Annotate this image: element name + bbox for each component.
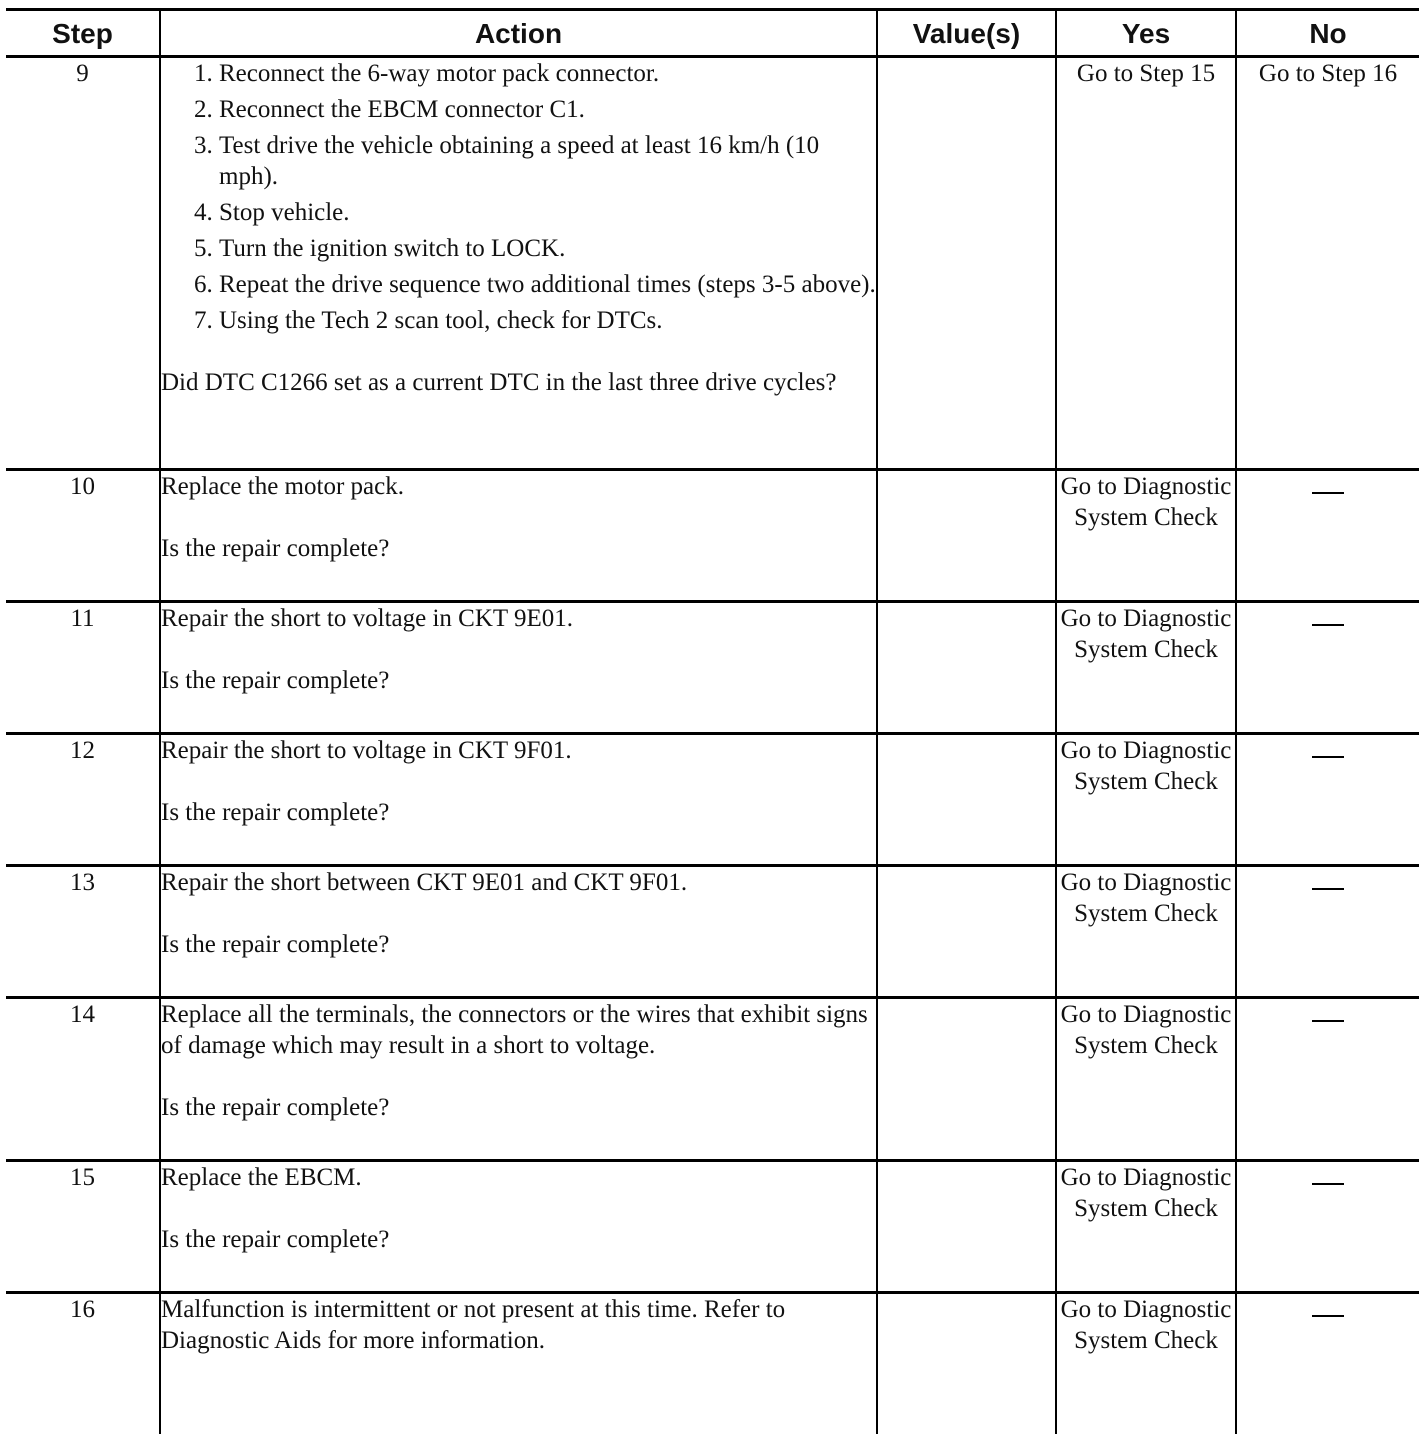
step-number: 13	[6, 866, 160, 998]
not-applicable-dash	[1312, 624, 1344, 626]
yes-cell: Go to Diagnostic System Check	[1056, 998, 1236, 1161]
step-number: 9	[6, 57, 160, 470]
step-number: 10	[6, 470, 160, 602]
action-question: Is the repair complete?	[161, 1224, 876, 1255]
not-applicable-dash	[1312, 492, 1344, 494]
value-cell	[877, 1161, 1056, 1293]
value-cell	[877, 866, 1056, 998]
no-cell	[1236, 998, 1419, 1161]
no-cell	[1236, 1161, 1419, 1293]
value-cell	[877, 734, 1056, 866]
value-cell	[877, 998, 1056, 1161]
action-question: Is the repair complete?	[161, 797, 876, 828]
action-cell	[160, 866, 877, 998]
not-applicable-dash	[1312, 1020, 1344, 1022]
action-text: Repair the short between CKT 9E01 and CKT 9F01.	[161, 867, 876, 898]
yes-cell: Go to Diagnostic System Check	[1056, 1293, 1236, 1434]
action-cell	[160, 602, 877, 734]
action-text: Replace the EBCM.	[161, 1162, 876, 1193]
action-cell	[160, 1161, 877, 1293]
diagnostic-table	[6, 8, 1419, 1434]
no-cell	[1236, 866, 1419, 998]
not-applicable-dash	[1312, 888, 1344, 890]
substep: 4. Stop vehicle.	[219, 197, 876, 228]
action-question: Did DTC C1266 set as a current DTC in the last three drive cycles?	[161, 367, 876, 398]
substep: 3. Test drive the vehicle obtaining a speed at least 16 km/h (10 mph).	[219, 130, 876, 192]
no-cell	[1236, 734, 1419, 866]
yes-cell: Go to Diagnostic System Check	[1056, 734, 1236, 866]
table-row	[6, 57, 1419, 470]
yes-cell: Go to Diagnostic System Check	[1056, 1161, 1236, 1293]
value-cell	[877, 1293, 1056, 1434]
not-applicable-dash	[1312, 1315, 1344, 1317]
substep: 1. Reconnect the 6-way motor pack connector.	[219, 58, 876, 89]
step-number: 16	[6, 1293, 160, 1434]
header-value: Value(s)	[877, 10, 1056, 57]
no-cell	[1236, 1293, 1419, 1434]
not-applicable-dash	[1312, 1183, 1344, 1185]
yes-cell: Go to Diagnostic System Check	[1056, 602, 1236, 734]
step-number: 14	[6, 998, 160, 1161]
header-row	[6, 10, 1419, 57]
action-cell	[160, 998, 877, 1161]
substep: 7. Using the Tech 2 scan tool, check for DTCs.	[219, 305, 876, 336]
action-question: Is the repair complete?	[161, 1092, 876, 1123]
header-step: Step	[6, 10, 160, 57]
table-row	[6, 1161, 1419, 1293]
yes-cell: Go to Diagnostic System Check	[1056, 470, 1236, 602]
table-row	[6, 734, 1419, 866]
action-question: Is the repair complete?	[161, 929, 876, 960]
not-applicable-dash	[1312, 756, 1344, 758]
action-text: Repair the short to voltage in CKT 9E01.	[161, 603, 876, 634]
value-cell	[877, 602, 1056, 734]
yes-cell: Go to Step 15	[1056, 57, 1236, 470]
no-cell	[1236, 602, 1419, 734]
no-cell: Go to Step 16	[1236, 57, 1419, 470]
action-text: Repair the short to voltage in CKT 9F01.	[161, 735, 876, 766]
substep: 5. Turn the ignition switch to LOCK.	[219, 233, 876, 264]
action-question: Is the repair complete?	[161, 665, 876, 696]
table-row	[6, 998, 1419, 1161]
action-cell	[160, 734, 877, 866]
value-cell	[877, 57, 1056, 470]
step-number: 15	[6, 1161, 160, 1293]
table-row	[6, 602, 1419, 734]
substep: 6. Repeat the drive sequence two additional times (steps 3-5 above).	[219, 269, 876, 300]
header-action: Action	[160, 10, 877, 57]
substep: 2. Reconnect the EBCM connector C1.	[219, 94, 876, 125]
action-question: Is the repair complete?	[161, 533, 876, 564]
action-cell	[160, 57, 877, 470]
action-text: Malfunction is intermittent or not present at this time. Refer to Diagnostic Aids for more information.	[161, 1294, 876, 1356]
action-text: Replace the motor pack.	[161, 471, 876, 502]
action-text: Replace all the terminals, the connectors or the wires that exhibit signs of damage which may result in a short to voltage.	[161, 999, 876, 1061]
table-row	[6, 866, 1419, 998]
header-no: No	[1236, 10, 1419, 57]
action-cell	[160, 470, 877, 602]
yes-cell: Go to Diagnostic System Check	[1056, 866, 1236, 998]
step-number: 12	[6, 734, 160, 866]
substep-list	[161, 58, 876, 336]
table-row	[6, 1293, 1419, 1434]
table-row	[6, 470, 1419, 602]
action-cell	[160, 1293, 877, 1434]
no-cell	[1236, 470, 1419, 602]
step-number: 11	[6, 602, 160, 734]
header-yes: Yes	[1056, 10, 1236, 57]
value-cell	[877, 470, 1056, 602]
